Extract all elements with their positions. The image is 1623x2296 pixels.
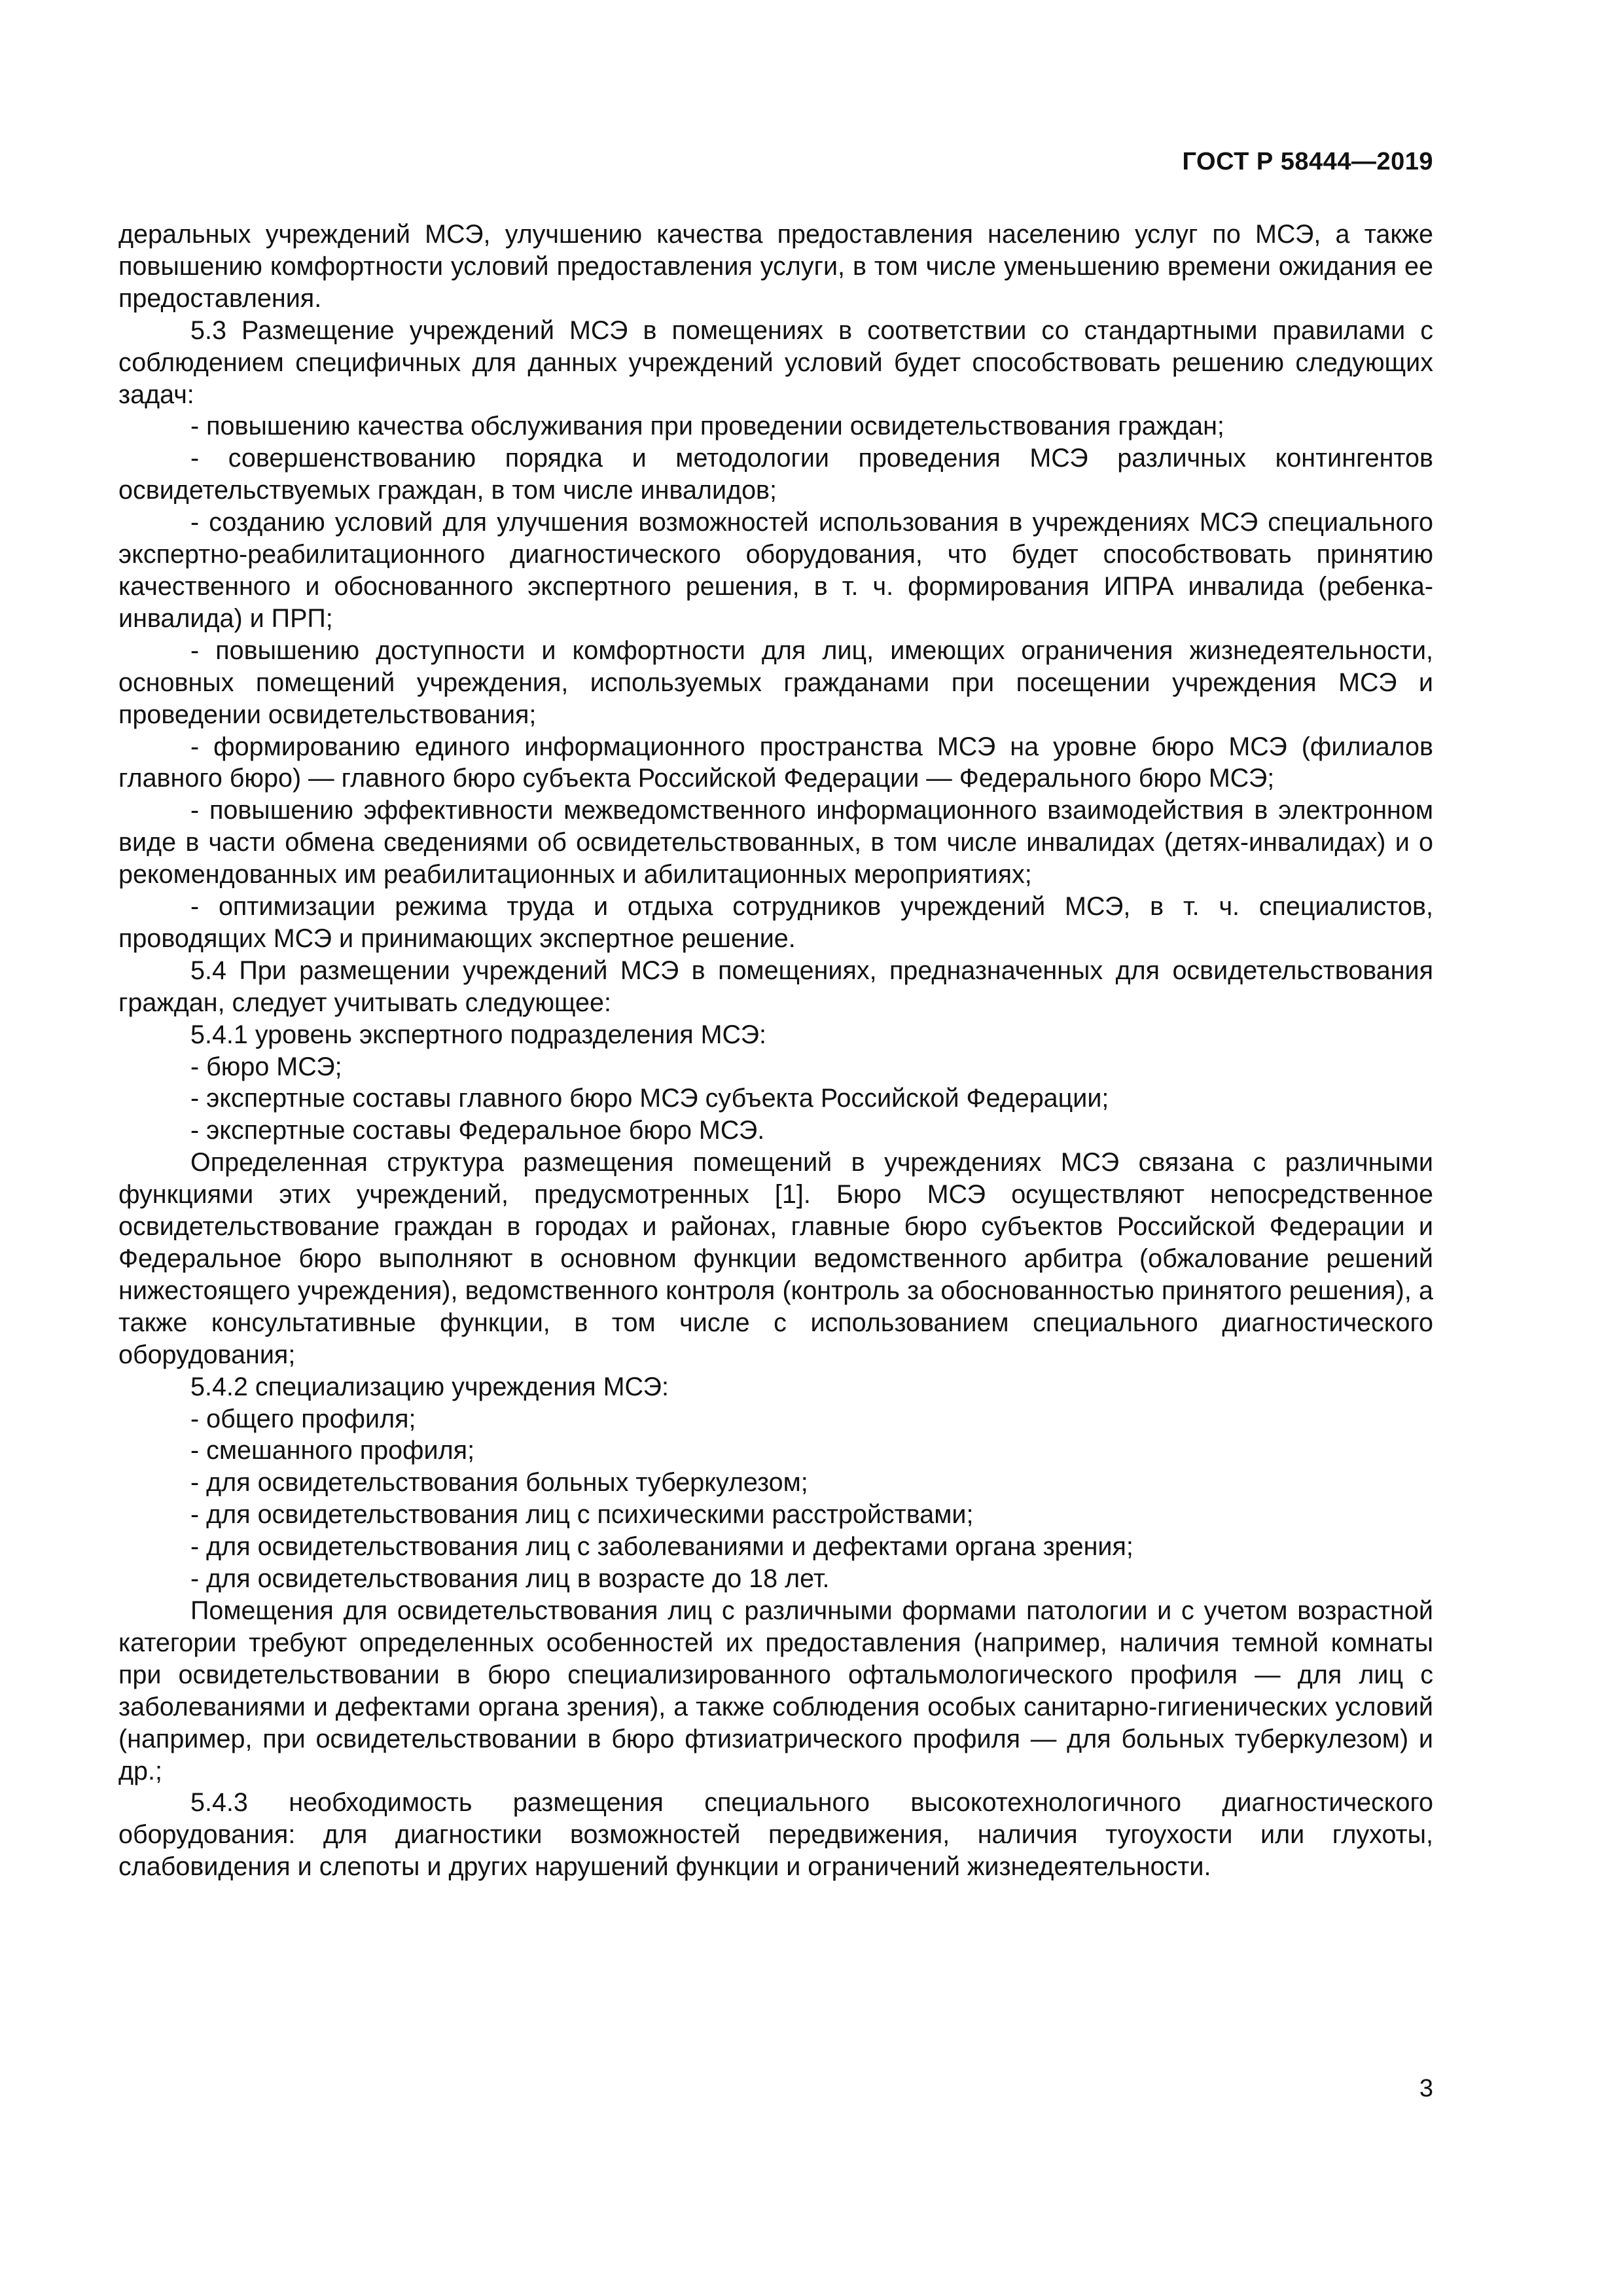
list-item: - экспертные составы Федеральное бюро МСЭ. xyxy=(190,1116,765,1145)
list-item: - для освидетельствования больных туберкулезом; xyxy=(190,1468,808,1498)
list-item: - повышению доступности и комфортности для лиц, имеющих ограничения жизнедеятельности, основных помещений учреждения, используемых гражданами при посещении учреждения МСЭ и проведении освидетельствования; xyxy=(118,636,1433,729)
list-item: - для освидетельствования лиц с психическими расстройствами; xyxy=(190,1500,974,1530)
paragraph: 5.4.2 специализацию учреждения МСЭ: xyxy=(190,1372,669,1401)
list-item: - для освидетельствования лиц в возрасте до 18 лет. xyxy=(190,1564,830,1594)
list-item: - повышению эффективности межведомственного информационного взаимодействия в электронном виде в части обмена сведениями об освидетельствованных, в том числе инвалидах (детях-инвалидах) и о рекомендованных им реабилитационных и абилитационных мероприятиях; xyxy=(118,796,1433,889)
list-item: - смешанного профиля; xyxy=(190,1436,475,1465)
list-item: - созданию условий для улучшения возможностей использования в учреждениях МСЭ специального экспертно-реабилитационного диагностического оборудования, что будет способствовать принятию качественного и обоснованного экспертного решения, в т. ч. формирования ИПРА инвалида (ребенка-инвалида) и ПРП; xyxy=(118,508,1433,633)
list-item: - для освидетельствования лиц с заболеваниями и дефектами органа зрения; xyxy=(190,1532,1133,1562)
paragraph: 5.4.3 необходимость размещения специального высокотехнологичного диагностического оборудования: для диагностики возможностей передвижения, наличия тугоухости или глухоты, слабовидения и слепоты и других нарушений функции и ограничений жизнедеятельности. xyxy=(118,1788,1433,1882)
document-body xyxy=(118,219,1433,1883)
list-item: - общего профиля; xyxy=(190,1404,416,1433)
document-code-header: ГОСТ Р 58444—2019 xyxy=(1182,148,1433,175)
list-item: - бюро МСЭ; xyxy=(190,1052,342,1081)
list-item: - оптимизации режима труда и отдыха сотрудников учреждений МСЭ, в т. ч. специалистов, проводящих МСЭ и принимающих экспертное решение. xyxy=(118,892,1433,953)
list-item: - экспертные составы главного бюро МСЭ субъекта Российской Федерации; xyxy=(190,1084,1109,1113)
page-number: 3 xyxy=(1419,2075,1433,2102)
paragraph: 5.3 Размещение учреждений МСЭ в помещениях в соответствии со стандартными правилами с соблюдением специфичных для данных учреждений условий будет способствовать решению следующих задач: xyxy=(118,315,1433,409)
paragraph: деральных учреждений МСЭ, улучшению качества предоставления населению услуг по МСЭ, а также повышению комфортности условий предоставления услуги, в том числе уменьшению времени ожидания ее предоставления. xyxy=(118,220,1433,313)
list-item: - повышению качества обслуживания при проведении освидетельствования граждан; xyxy=(190,412,1224,441)
paragraph: 5.4.1 уровень экспертного подразделения МСЭ: xyxy=(190,1020,766,1049)
paragraph: 5.4 При размещении учреждений МСЭ в помещениях, предназначенных для освидетельствования граждан, следует учитывать следующее: xyxy=(118,956,1433,1017)
list-item: - формированию единого информационного пространства МСЭ на уровне бюро МСЭ (филиалов главного бюро) — главного бюро субъекта Российской Федерации — Федерального бюро МСЭ; xyxy=(118,732,1433,793)
paragraph: Определенная структура размещения помещений в учреждениях МСЭ связана с различными функциями этих учреждений, предусмотренных [1]. Бюро МСЭ осуществляют непосредственное освидетельствование граждан в городах и районах, главные бюро субъектов Российской Федерации и Федеральное бюро выполняют в основном функции ведомственного арбитра (обжалование решений нижестоящего учреждения), ведомственного контроля (контроль за обоснованностью принятого решения), а также консультативные функции, в том числе с использованием специального диагностического оборудования; xyxy=(118,1148,1433,1369)
paragraph: Помещения для освидетельствования лиц с различными формами патологии и с учетом возрастной категории требуют определенных особенностей их предоставления (например, наличия темной комнаты при освидетельствовании в бюро специализированного офтальмологического профиля — для лиц с заболеваниями и дефектами органа зрения), а также соблюдения особых санитарно-гигиенических условий (например, при освидетельствовании в бюро фтизиатрического профиля — для больных туберкулезом) и др.; xyxy=(118,1596,1433,1785)
list-item: - совершенствованию порядка и методологии проведения МСЭ различных контингентов освидетельствуемых граждан, в том числе инвалидов; xyxy=(118,444,1433,505)
